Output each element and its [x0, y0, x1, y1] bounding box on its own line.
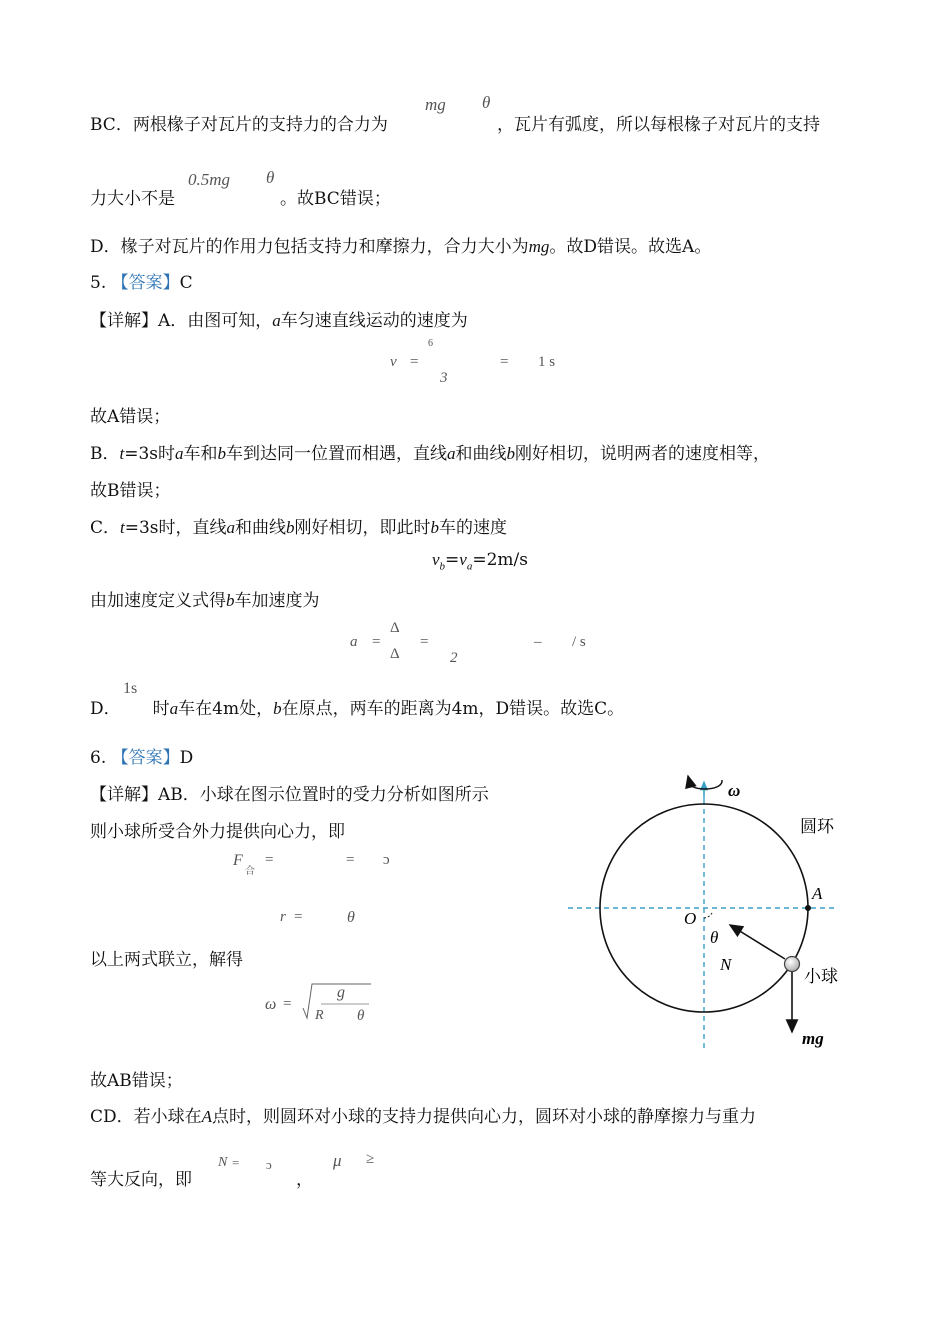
q6-cd-line [90, 1102, 756, 1127]
eq1-num: 6 [428, 338, 433, 349]
q5-b-wrong-text: 故B错误； [90, 481, 171, 501]
q5-b-d: 车到达同一位置而相遇，直线 [226, 444, 448, 464]
q5-number: 5. [90, 273, 107, 293]
q6-cd-b: 点时，则圆环对小球的支持力提供向心力，圆环对小球的静摩擦力与重力 [212, 1107, 757, 1127]
q6-last-equation [218, 1151, 388, 1190]
q6-combine-text: 以上两式联立，解得 [90, 950, 243, 970]
q6-line2 [90, 817, 345, 842]
q5-d-bvar: b [273, 699, 282, 718]
q5-accel-line [90, 586, 320, 611]
vb-rest: =2m/s [472, 550, 528, 570]
bc-line-2-tail [280, 184, 391, 209]
q6-combine [90, 945, 243, 970]
q5-d-avar: a [169, 699, 179, 718]
q5-a-wrong-text: 故A错误； [90, 407, 171, 427]
va-v: v [459, 550, 467, 569]
bc-line-1-tail [497, 110, 820, 135]
eqr-theta: θ [347, 909, 355, 926]
q5-answer [90, 268, 193, 293]
eqw-omega: ω [265, 996, 277, 1013]
q5-c-c: 和曲线 [235, 518, 287, 538]
q5-detail-b: 车匀速直线运动的速度为 [280, 311, 468, 331]
q5-detail [90, 306, 468, 331]
eq2-den: 2 [450, 650, 458, 666]
eqf-eq2: = [346, 852, 355, 868]
eq1-unit: 1 s [538, 354, 556, 370]
accel-c: 车加速度为 [234, 591, 320, 611]
q6-last-line [90, 1165, 192, 1190]
eqf-F: F [233, 852, 243, 869]
q6-equation-omega [265, 978, 385, 1028]
label-N: N [720, 955, 732, 974]
eq2-a: a [350, 634, 358, 650]
label-omega: ω [728, 781, 741, 800]
eq1-eq: = [410, 354, 419, 370]
label-A: A [812, 884, 823, 903]
label-ring: 圆环 [800, 817, 834, 837]
q5-answer-tag: 【答案】 [111, 273, 180, 293]
q6-cd-a: CD．若小球在 [90, 1107, 202, 1127]
q5-b-e: 和曲线 [455, 444, 507, 464]
eqf-sub: 合 [245, 866, 255, 877]
q5-answer-value: C [179, 273, 193, 293]
bc-formula-mg: mg [425, 95, 446, 114]
eq1-den: 3 [440, 370, 448, 386]
theta-arc [704, 913, 712, 918]
eq2-eq: = [372, 634, 381, 650]
eq2-delta-bottom: Δ [390, 646, 400, 662]
ball [785, 957, 800, 972]
last-mu: μ [333, 1151, 342, 1170]
eq1-eq2: = [500, 354, 509, 370]
q5-c-d: 刚好相切，即此时 [294, 518, 431, 538]
q5-c-bvar: b [286, 518, 295, 537]
point-A [805, 905, 811, 911]
eq1-v: v [390, 354, 397, 370]
q5-b-line [90, 439, 770, 464]
last-N: N [218, 1155, 228, 1170]
normal-force-arrow [730, 925, 785, 959]
q5-b-f: 刚好相切，说明两者的速度相等， [515, 444, 771, 464]
bc-formula-theta: θ [482, 93, 491, 112]
eqr-eq: = [294, 909, 303, 925]
vb-eq: = [445, 550, 460, 570]
d-sup-1s: 1s [123, 680, 138, 697]
d-mg: mg [528, 237, 550, 256]
q5-b-a: B． [90, 444, 120, 464]
last-tail: ɔ [266, 1157, 272, 1172]
vb-v: v [432, 550, 440, 569]
bc-formula-theta-2: θ [266, 168, 275, 187]
q6-ab-wrong-text: 故AB错误； [90, 1071, 183, 1091]
q6-ab-wrong [90, 1066, 183, 1091]
q6-equation-radius [280, 907, 380, 933]
q5-equation-accel [350, 620, 610, 670]
q5-equation-velocity [390, 338, 590, 387]
q5-c-bvar2: b [430, 518, 440, 537]
eq2-minus: – [534, 634, 542, 650]
label-theta: θ [710, 928, 719, 947]
q5-b-b: =3s时 [124, 444, 176, 464]
rotation-arrow-icon [688, 776, 689, 780]
q5-b-c: 车和 [183, 444, 218, 464]
eqw-theta: θ [357, 1008, 365, 1024]
q5-b-avar: a [175, 444, 184, 463]
q5-vb-equation [432, 550, 528, 572]
label-ball: 小球 [804, 967, 838, 987]
q5-c-avar: a [226, 518, 236, 537]
q6-number: 6. [90, 748, 107, 768]
q6-detail-text: AB．小球在图示位置时的受力分析如图所示 [158, 785, 489, 805]
bc-formula-half-mg: 0.5mg [188, 170, 231, 189]
eqw-eq: = [283, 996, 292, 1012]
label-O: O [684, 909, 697, 928]
q6-line2-text: 则小球所受合外力提供向心力，即 [90, 822, 345, 842]
bc-text-a: BC．两根椽子对瓦片的支持力的合力为 [90, 115, 388, 135]
q5-detail-a: A．由图可知， [158, 311, 273, 331]
bc-text-d: 。故BC错误； [280, 189, 391, 209]
q5-d-c: 车在4m处， [178, 699, 274, 719]
q5-b-bvar: b [217, 444, 227, 463]
accel-bvar: b [226, 591, 235, 610]
q5-detail-tag: 【详解】 [90, 311, 158, 331]
bc-line-1 [90, 110, 388, 135]
q6-answer-value: D [179, 748, 194, 768]
q5-a-wrong [90, 402, 170, 427]
q6-answer [90, 743, 193, 768]
q5-c-a: C． [90, 518, 121, 538]
eqf-eq1: = [265, 852, 274, 868]
q6-last-text: 等大反向，即 [90, 1170, 192, 1190]
q5-var-a: a [272, 311, 281, 330]
q6-cd-Avar: A [201, 1107, 213, 1126]
bc-line-2 [90, 184, 175, 209]
q6-answer-tag: 【答案】 [111, 748, 180, 768]
q5-c-e: 车的速度 [439, 518, 508, 538]
last-eq: = [232, 1155, 240, 1170]
q5-b-bvar2: b [506, 444, 516, 463]
q6-detail-tag: 【详解】 [90, 785, 158, 805]
q5-b-t: t [119, 444, 125, 463]
vb-sub-b: b [439, 560, 446, 573]
d-text-b: 。故D错误。故选A。 [549, 237, 712, 257]
va-sub-a: a [466, 560, 473, 573]
last-comma: ， [296, 1170, 313, 1190]
d-paragraph [90, 232, 711, 257]
q5-d-line [90, 694, 624, 719]
eq2-unit: / s [572, 634, 586, 650]
q5-d-d: 在原点，两车的距离为4m，D错误。故选C。 [281, 699, 625, 719]
rotation-arc [688, 780, 722, 789]
q6-detail [90, 780, 489, 805]
accel-a: 由加速度定义式得 [90, 591, 226, 611]
ring-figure [560, 760, 860, 1060]
eqw-R: R [315, 1008, 324, 1023]
q5-b-wrong [90, 476, 171, 501]
q5-c-line [90, 513, 507, 538]
eqr-r: r [280, 909, 286, 925]
q5-c-t: t [120, 518, 125, 537]
bc-text-b: ，瓦片有弧度，所以每根椽子对瓦片的支持 [497, 115, 820, 135]
q5-c-b: =3s时，直线 [124, 518, 227, 538]
eqf-tail: ɔ [383, 852, 390, 868]
eqw-g: g [337, 984, 345, 1001]
label-mg: mg [802, 1029, 824, 1048]
q5-b-avar2: a [447, 444, 456, 463]
d-text-a: D．椽子对瓦片的作用力包括支持力和摩擦力，合力大小为 [90, 237, 529, 257]
q6-equation-force [233, 850, 403, 880]
q5-d-a: D． [90, 699, 121, 719]
eq2-eq2: = [420, 634, 429, 650]
q5-d-b: 时 [152, 699, 170, 719]
eq2-delta-top: Δ [390, 620, 400, 636]
last-ge: ≥ [366, 1151, 375, 1167]
bc-text-c: 力大小不是 [90, 189, 175, 209]
